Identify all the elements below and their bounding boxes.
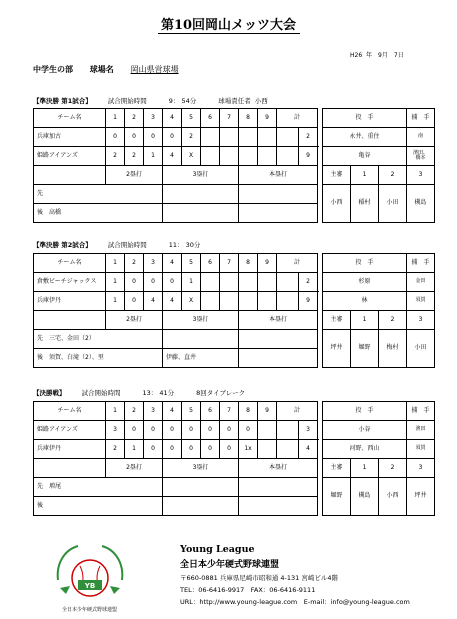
inning-score: 4 — [163, 147, 182, 166]
inning-header: 5 — [182, 402, 201, 421]
base-umpire-header: 1 — [351, 459, 379, 478]
inning-score — [277, 292, 299, 311]
score-header-row — [34, 402, 318, 421]
double-header: 2塁打 — [106, 459, 163, 478]
inning-header: 1 — [106, 254, 125, 273]
umpire-name: 梅村 — [379, 330, 407, 368]
game-header — [33, 240, 226, 249]
base-umpire-header: 1 — [351, 311, 379, 330]
inning-score: 0 — [220, 421, 239, 440]
side-label: 後 — [37, 501, 44, 509]
game-header — [33, 96, 268, 105]
inning-header: 8 — [239, 109, 258, 128]
team-name: 兵庫伊丹 — [34, 440, 106, 459]
hits-side-header — [34, 166, 106, 185]
inning-score: 0 — [106, 128, 125, 147]
umpire-name: 小田 — [379, 185, 407, 223]
inning-score — [220, 147, 239, 166]
team-score-row — [34, 147, 318, 166]
inning-score — [239, 128, 258, 147]
inning-header: 7 — [220, 109, 239, 128]
battery-row — [323, 128, 435, 147]
inning-score — [258, 440, 277, 459]
inning-score — [277, 147, 299, 166]
doubles-names: 須賀、白滝（2）、里 — [49, 353, 104, 361]
scoreboard-table — [33, 253, 318, 368]
total-score: 2 — [299, 128, 318, 147]
inning-score: 3 — [106, 421, 125, 440]
triple-header: 3塁打 — [163, 166, 239, 185]
battery-header-row — [323, 254, 435, 273]
inning-score: 0 — [220, 440, 239, 459]
homeruns-names — [239, 185, 318, 204]
battery-row — [323, 147, 435, 166]
inning-score: 0 — [144, 273, 163, 292]
catcher-header: 捕 手 — [407, 109, 435, 128]
team-score-row — [34, 292, 318, 311]
inning-header: 計 — [277, 109, 318, 128]
hits-row — [34, 349, 318, 368]
catchers: 濱田、 橋本 — [407, 147, 435, 166]
inning-score: 0 — [125, 273, 144, 292]
inning-score — [239, 292, 258, 311]
page-title: 第10回岡山メッツ大会 — [160, 18, 297, 33]
triple-header: 3塁打 — [163, 311, 239, 330]
pitcher-header: 投 手 — [323, 109, 407, 128]
hits-side-header — [34, 311, 106, 330]
responsible-label: 8回タイブレーク — [196, 389, 246, 397]
inning-score: 0 — [201, 421, 220, 440]
league-logo — [50, 540, 130, 612]
logo-caption: 全日本少年硬式野球連盟 — [62, 607, 118, 613]
inning-score — [220, 128, 239, 147]
inning-score: 1 — [144, 147, 163, 166]
double-header: 2塁打 — [106, 311, 163, 330]
hits-row — [34, 185, 318, 204]
umpire-name: 堀野 — [351, 330, 379, 368]
umpire-names-row — [323, 185, 435, 223]
scoreboard-table — [33, 108, 318, 223]
catchers: 須賀 — [407, 440, 435, 459]
inning-score: 2 — [182, 128, 201, 147]
inning-score — [258, 147, 277, 166]
inning-score: 0 — [163, 421, 182, 440]
total-score: 3 — [299, 421, 318, 440]
inning-score: 0 — [163, 273, 182, 292]
homeruns-names — [239, 330, 318, 349]
inning-header: 6 — [201, 402, 220, 421]
pitchers: 杉原 — [323, 273, 407, 292]
umpire-name: 小西 — [379, 478, 407, 516]
catchers: 南 — [407, 128, 435, 147]
triples-names — [163, 497, 239, 516]
inning-header: 1 — [106, 402, 125, 421]
inning-score: 0 — [125, 421, 144, 440]
pitchers: 永井、重住 — [323, 128, 407, 147]
start-time-label: 試合開始時間 — [81, 389, 121, 397]
umpire-header-row — [323, 166, 435, 185]
inning-score: 4 — [163, 292, 182, 311]
inning-header: 計 — [277, 402, 318, 421]
org-name-jp: 全日本少年硬式野球連盟 — [180, 560, 280, 570]
inning-header: 6 — [201, 109, 220, 128]
inning-score: 2 — [125, 147, 144, 166]
team-name: 姫路アイアンズ — [34, 147, 106, 166]
inning-header: 3 — [144, 402, 163, 421]
inning-header: 2 — [125, 402, 144, 421]
base-umpire-header: 3 — [407, 459, 435, 478]
inning-score: 0 — [201, 440, 220, 459]
triples-names — [163, 185, 239, 204]
base-umpire-header: 1 — [351, 166, 379, 185]
game-label: 【準決勝 第2試合】 — [33, 241, 92, 249]
battery-row — [323, 440, 435, 459]
start-time-label: 試合開始時間 — [107, 97, 147, 105]
score-header-row — [34, 254, 318, 273]
side-label: 後 — [37, 353, 44, 361]
side-label: 先 — [37, 189, 44, 197]
org-address: 〒660-0881 兵庫県尼崎市昭和通 4-131 宮崎ビル4階 — [180, 574, 339, 582]
org-url[interactable]: URL：http://www.young-league.com E-mail：info@young-league.com — [180, 598, 410, 606]
team-name-header: チーム名 — [34, 402, 106, 421]
hits-row — [34, 204, 318, 223]
inning-score: 1 — [106, 273, 125, 292]
umpire-name: 坪井 — [323, 330, 351, 368]
game-header — [33, 388, 249, 397]
team-score-row — [34, 273, 318, 292]
catchers: 金田 — [407, 273, 435, 292]
triples-names: 伊藤、直井 — [163, 349, 239, 368]
total-score: 4 — [299, 440, 318, 459]
start-time: 11： 30分 — [168, 241, 201, 249]
division: 中学生の部 — [33, 65, 73, 74]
catcher-header: 捕 手 — [407, 254, 435, 273]
umpire-name: 小西 — [323, 185, 351, 223]
team-name: 倉敷ビーチジャックス — [34, 273, 106, 292]
inning-score — [258, 273, 277, 292]
inning-score — [220, 292, 239, 311]
team-name: 兵庫伊丹 — [34, 292, 106, 311]
inning-header: 9 — [258, 402, 277, 421]
base-umpire-header: 2 — [379, 311, 407, 330]
base-umpire-header: 2 — [379, 459, 407, 478]
umpire-name: 小田 — [407, 330, 435, 368]
subheader — [33, 64, 193, 75]
org-name-en: Young League — [180, 544, 255, 555]
inning-header: 4 — [163, 254, 182, 273]
inning-score — [201, 273, 220, 292]
hits-side — [34, 349, 163, 368]
inning-score: 1x — [239, 440, 258, 459]
pitchers: 亀谷 — [323, 147, 407, 166]
homerun-header: 本塁打 — [239, 166, 318, 185]
inning-score: 0 — [182, 421, 201, 440]
umpire-names-row — [323, 478, 435, 516]
umpire-header-row — [323, 311, 435, 330]
homeruns-names — [239, 497, 318, 516]
game-label: 【準決勝 第1試合】 — [33, 97, 92, 105]
battery-header-row — [323, 402, 435, 421]
team-name-header: チーム名 — [34, 109, 106, 128]
umpire-name: 稲村 — [351, 185, 379, 223]
inning-header: 計 — [277, 254, 318, 273]
svg-text:YB: YB — [84, 582, 96, 590]
homeruns-names — [239, 349, 318, 368]
battery-umpire-table — [322, 253, 435, 368]
inning-score — [239, 273, 258, 292]
inning-header: 3 — [144, 109, 163, 128]
inning-score — [201, 147, 220, 166]
inning-header: 6 — [201, 254, 220, 273]
hits-header-row — [34, 311, 318, 330]
inning-score: 0 — [125, 292, 144, 311]
umpire-name: 槻島 — [351, 478, 379, 516]
inning-score — [201, 292, 220, 311]
inning-score: 0 — [163, 440, 182, 459]
battery-row — [323, 421, 435, 440]
inning-score: X — [182, 147, 201, 166]
inning-score: 0 — [125, 128, 144, 147]
plate-umpire-header: 主審 — [323, 166, 351, 185]
double-header: 2塁打 — [106, 166, 163, 185]
pitcher-header: 投 手 — [323, 402, 407, 421]
triples-names — [163, 204, 239, 223]
pitcher-header: 投 手 — [323, 254, 407, 273]
hits-header-row — [34, 166, 318, 185]
hits-header-row — [34, 459, 318, 478]
hits-side — [34, 185, 163, 204]
venue-label: 球場名 — [89, 65, 114, 74]
pitchers: 林 — [323, 292, 407, 311]
doubles-names: 増尾 — [49, 482, 62, 490]
hits-side — [34, 330, 163, 349]
triples-names — [163, 478, 239, 497]
team-score-row — [34, 440, 318, 459]
hits-side — [34, 204, 163, 223]
inning-score — [220, 273, 239, 292]
inning-score: 0 — [182, 440, 201, 459]
inning-score — [201, 128, 220, 147]
inning-score: 0 — [144, 421, 163, 440]
inning-header: 5 — [182, 254, 201, 273]
total-score: 9 — [299, 292, 318, 311]
umpire-name: 堀野 — [323, 478, 351, 516]
inning-score: X — [182, 292, 201, 311]
inning-header: 7 — [220, 402, 239, 421]
inning-score: 4 — [144, 292, 163, 311]
inning-header: 8 — [239, 254, 258, 273]
hits-side — [34, 497, 163, 516]
homerun-header: 本塁打 — [239, 311, 318, 330]
side-label: 後 — [37, 208, 44, 216]
hits-row — [34, 497, 318, 516]
inning-score: 2 — [106, 147, 125, 166]
inning-header: 1 — [106, 109, 125, 128]
pitchers: 河野、西山 — [323, 440, 407, 459]
battery-row — [323, 273, 435, 292]
battery-umpire-table — [322, 401, 435, 516]
date: H26 年 9月 7日 — [350, 52, 404, 59]
hits-row — [34, 330, 318, 349]
homeruns-names — [239, 204, 318, 223]
triples-names — [163, 330, 239, 349]
triple-header: 3塁打 — [163, 459, 239, 478]
inning-score: 0 — [239, 421, 258, 440]
responsible-person: 小西 — [254, 97, 268, 105]
inning-header: 8 — [239, 402, 258, 421]
base-umpire-header: 2 — [379, 166, 407, 185]
responsible-label: 球場責任者 — [218, 97, 251, 105]
battery-umpire-table — [322, 108, 435, 223]
inning-score — [258, 421, 277, 440]
inning-header: 2 — [125, 109, 144, 128]
total-score: 2 — [299, 273, 318, 292]
start-time: 13： 41分 — [142, 389, 175, 397]
inning-score — [277, 128, 299, 147]
inning-score — [258, 128, 277, 147]
game-label: 【決勝戦】 — [33, 389, 66, 397]
scoreboard-table — [33, 401, 318, 516]
inning-score: 0 — [144, 440, 163, 459]
hits-side — [34, 478, 163, 497]
umpire-name: 槻島 — [407, 185, 435, 223]
inning-header: 3 — [144, 254, 163, 273]
total-score: 9 — [299, 147, 318, 166]
inning-header: 9 — [258, 109, 277, 128]
pitchers: 小谷 — [323, 421, 407, 440]
inning-score: 1 — [106, 292, 125, 311]
catcher-header: 捕 手 — [407, 402, 435, 421]
score-header-row — [34, 109, 318, 128]
inning-score: 1 — [182, 273, 201, 292]
inning-header: 7 — [220, 254, 239, 273]
inning-score — [277, 421, 299, 440]
team-score-row — [34, 421, 318, 440]
team-name: 姫路アイアンズ — [34, 421, 106, 440]
inning-score — [277, 440, 299, 459]
team-name-header: チーム名 — [34, 254, 106, 273]
inning-score: 1 — [125, 440, 144, 459]
umpire-name: 坪井 — [407, 478, 435, 516]
inning-header: 4 — [163, 402, 182, 421]
catchers: 須賀 — [407, 292, 435, 311]
venue: 岡山県営球場 — [130, 65, 179, 74]
battery-row — [323, 292, 435, 311]
umpire-header-row — [323, 459, 435, 478]
team-name: 兵庫加古 — [34, 128, 106, 147]
doubles-names: 高橋 — [49, 208, 62, 216]
inning-score: 0 — [144, 128, 163, 147]
title-underline — [158, 33, 300, 34]
inning-score — [239, 147, 258, 166]
side-label: 先 — [37, 482, 44, 490]
battery-header-row — [323, 109, 435, 128]
plate-umpire-header: 主審 — [323, 311, 351, 330]
inning-score: 0 — [163, 128, 182, 147]
team-score-row — [34, 128, 318, 147]
base-umpire-header: 3 — [407, 166, 435, 185]
start-time: 9： 54分 — [168, 97, 197, 105]
doubles-names: 三宅、金田（2） — [49, 334, 95, 342]
inning-header: 2 — [125, 254, 144, 273]
inning-score — [277, 273, 299, 292]
start-time-label: 試合開始時間 — [107, 241, 147, 249]
inning-header: 9 — [258, 254, 277, 273]
homeruns-names — [239, 478, 318, 497]
org-tel: TEL：06-6416-9917 FAX：06-6416-9111 — [180, 586, 316, 594]
inning-score: 2 — [106, 440, 125, 459]
inning-header: 4 — [163, 109, 182, 128]
catchers: 濱田 — [407, 421, 435, 440]
organization-info — [180, 544, 410, 606]
umpire-names-row — [323, 330, 435, 368]
side-label: 先 — [37, 334, 44, 342]
hits-row — [34, 478, 318, 497]
base-umpire-header: 3 — [407, 311, 435, 330]
homerun-header: 本塁打 — [239, 459, 318, 478]
hits-side-header — [34, 459, 106, 478]
inning-header: 5 — [182, 109, 201, 128]
inning-score — [258, 292, 277, 311]
plate-umpire-header: 主審 — [323, 459, 351, 478]
